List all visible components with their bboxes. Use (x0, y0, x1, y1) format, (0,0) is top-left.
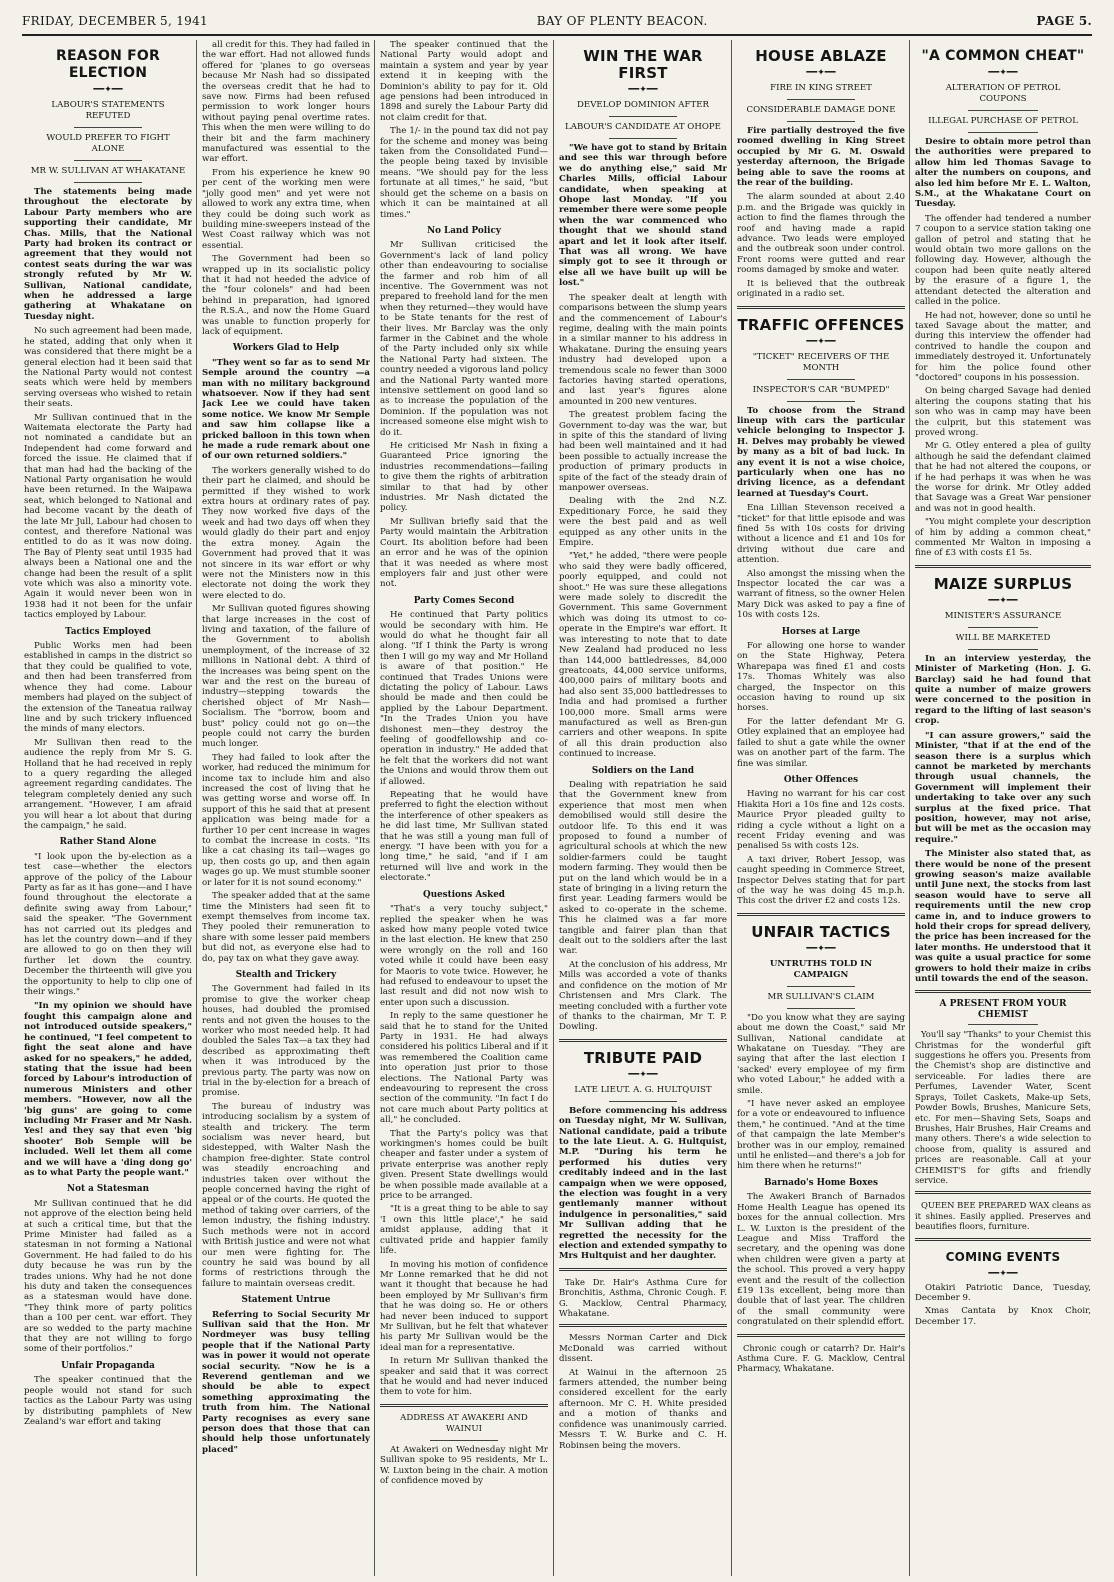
subhead: LABOUR'S CANDIDATE AT OHOPE (565, 122, 721, 132)
paragraph: In reply to the same questioner he said that he to stand for the United Party in 1931. He had always considered his politics Liberal and if it was remembered the Coalition came into operation just prior to those elections. The National Party was endeavouring to represent the cross section of the community. "In fact I do not care much about Party politics at all," he concluded. (380, 1011, 548, 1126)
paragraph: The bureau of industry was introducing socialism by a system of stealth and trickery. The term socialism was never heard, but sidestepped, with Walter Nash the champion free-dighter. State control was steadily encroaching and industries taken over without the people concerned having the right of appeal or of the courts. He quoted the method of taking over carriers, of the lemon industry, the fishing industry. Such methods were not in accord with British justice and were not what our men were fighting for. The country he said was bound by all forms of restrictions through the failure to maintain overseas credit. (202, 1101, 370, 1289)
divider (609, 116, 676, 117)
section-heading: Workers Glad to Help (232, 343, 340, 354)
divider (737, 306, 905, 309)
divider (559, 1324, 727, 1327)
section-heading: Barnado's Home Boxes (764, 1177, 878, 1188)
paragraph: The 1/- in the pound tax did not pay for the scheme and money was being taken from the Consolidated Fund—the people being taxed by invisible means. "We should pay for the less fortunate at all times," he said, "but should get the scheme on a basis on which it can be maintained at all times." (380, 126, 548, 220)
paragraph: A taxi driver, Robert Jessop, was caught speeding in Commerce Street, Inspector Delves stating that for part of the way he was doing 45 m.p.h. This cost the driver £2 and costs 12s. (737, 854, 905, 907)
paragraph: Public Works men had been established in camps in the district so that they could be qualified to vote, and then had been transferred from whence they had come. Labour members had played on the subject of the extension of the Taneatua railway line and by such trickery influenced the minds of many electors. (24, 641, 192, 735)
paragraph: From his experience he knew 90 per cent of the working men were "jolly good men" and yet were not allowed to work any extra time, when they could be doing such work as building mine-sweepers instead of the West Coast railway which was not essential. (202, 167, 370, 251)
subhead: ALTERATION OF PETROL COUPONS (945, 83, 1061, 104)
paragraph: At Wainui in the afternoon 25 farmers attended, the number being considered excellent for the early afternoon. Mr C. H. White presided and a motion of thanks and confidence was unanimously carried. Messrs T. W. Burke and C. H. Robinsen being the movers. (559, 1367, 727, 1451)
paragraph: "Do you know what they are saying about me down the Coast," said Mr Sullivan, National candidate at Whakatane on Tuesday. "They are saying that after the last election I 'sacked' every employee of my firm who voted Labour," he added with a smile. (737, 1012, 905, 1096)
divider (787, 1008, 854, 1009)
divider-icon: ━━✦━━ (988, 1268, 1018, 1279)
section-heading: Stealth and Trickery (235, 969, 337, 980)
paragraph: all credit for this. They had failed in the war effort. Had not allowed funds offered for 'planes to go overseas because Mr Nash had so dissipated the overseas credit that he had to save now. Firms had been refused permission to work longer hours without paying penal overtime rates. This when the men were willing to do their bit and the farm machinery manufactured was essential to the war effort. (202, 40, 370, 165)
paragraph: "That's a very touchy subject," replied the speaker when he was asked how many people voted twice in the last election. He knew that 250 were wrongly on the roll and 160 voted while it could have been easy for Maoris to vote twice. However, he had refused to endeavour to upset the last result and did not now wish to enter upon such a discussion. (380, 904, 548, 1008)
divider (559, 1268, 727, 1271)
lead-paragraph: Fire partially destroyed the five roomed dwelling in King Street occupied by Mr G. M. Oswald yesterday afternoon, the Brigade being able to save the rooms at the rear of the building. (737, 126, 905, 189)
divider (968, 627, 1038, 628)
paragraph: Also amongst the missing when the Inspector located the car was a warrant of fitness, so the owner Helen Mary Dick was asked to pay a fine of 10s with costs 12s. (737, 568, 905, 621)
lead-paragraph: The statements being made throughout the electorate by Labour Party members who are supporting their candidate, Mr Chas. Mills, that the National Party had broken its contract or agreement that they would not contest seats during the war was strongly refuted by Mr W. Sullivan, National candidate, when he addressed a large gathering at Whakatane on Tuesday night. (24, 187, 192, 322)
section-heading: No Land Policy (427, 225, 501, 236)
issue-date: FRIDAY, DECEMBER 5, 1941 (22, 14, 208, 28)
divider-icon: ━━✦━━ (806, 943, 836, 954)
section-heading: Soldiers on the Land (591, 765, 695, 776)
divider (968, 132, 1038, 133)
paragraph: The Awakeri Branch of Barnados Home Health League has opened its boxes for the annual collection. Mrs L. W. Luxton is the president of the League and Miss Trafford the secretary, and the opening was done when children were given a party at the school. This proved a very happy event and the result of the collection £19 13s excellent, being more than double that of last year. The children of the small community were congratulated on their splendid effort. (737, 1192, 905, 1328)
paragraph: For allowing one horse to wander on the State Highway, Petera Wharepapa was fined £1 and costs 17s. Thomas Whitely was also charged, the Inspector on this occasion having to round up six horses. (737, 641, 905, 714)
paragraph: Mr Sullivan continued that in the Waitemata electorate the Party had not nominated a candidate but an Independent had come forward and forced the issue. He claimed that if that man had had the backing of the National Party organisation he would have been returned. In the Waipawa seat, which belonged to National and had become vacant by the death of the late Mr Jull, Labour had chosen to contest, and therefore National was entitled to do as it was now doing. The Bay of Plenty seat until 1935 had always been a National one and the change had been the result of a split vote which was also a minority vote. Again it would never been won in 1938 had it not been for the unfair tactics employed by Labour. (24, 412, 192, 621)
masthead (22, 10, 1092, 32)
subhead: WILL BE MARKETED (955, 632, 1051, 643)
headline-tribute-paid: TRIBUTE PAID (583, 1048, 703, 1067)
page-number: PAGE 5. (1036, 14, 1092, 28)
divider (787, 121, 854, 122)
lead-paragraph: Desire to obtain more petrol than the authorities were prepared to allow him led Thomas Savage to alter the numbers on coupons, and also led him before Mr E. L. Walton, S.M., at the Whakatane Court on Tuesday. (915, 137, 1091, 210)
divider-icon: ━━✦━━ (806, 336, 836, 347)
paragraph: That the Party's policy was that workingmen's homes could be built cheaper and faster under a system of private enterprise was another reply given. Present State dwellings would be when possible made available at a price to be arranged. (380, 1128, 548, 1202)
column-2 (202, 40, 370, 1576)
divider (968, 649, 1038, 650)
paragraph: The workers generally wished to do their part he claimed, and should be permitted if they wished to work extra hours at ordinary rates of pay. They now worked five days of the week and had two days off when they would gladly do their part and enjoy the extra money. Again the Government had proved that it was not sincere in its war effort or why were not the Ministers now in this electorate not doing the work they were elected to do. (202, 465, 370, 601)
divider (915, 1191, 1091, 1194)
paragraph: "I have never asked an employee for a vote or endeavoured to influence them," he continued. "And at the time of that campaign the late Member's brother was in our employ, remained until he enlisted—and there's a job for him there when he returns!" (737, 1099, 905, 1172)
paragraph: For the latter defendant Mr G. Otley explained that an employee had failed to shut a gate while the owner was on another part of the farm. The fine was similar. (737, 716, 905, 769)
paragraph: "Yet," he added, "there were people who said they were badly officered, poorly equipped, and could not shoot." He was sure these allegations were made solely to discredit the Government. This same Government which was doing its utmost to co-operate in the Empire's war effort. It was interesting to note that to date New Zealand had produced no less than 144,000 battledresses, 84,000 greatcoats, 44,000 service uniforms, 400,000 pairs of military boots and had also sent 35,000 battledresses to India and had promised a further 100,000 more. Small arms were manufactured as well as Bren-gun carriers and other weapons. In spite of all this drain production also continued to increase. (559, 551, 727, 760)
masthead-rule (22, 34, 1092, 36)
headline-coming-events: COMING EVENTS (945, 1249, 1061, 1264)
paragraph: Mr Sullivan briefly said that the Party would maintain the Arbitration Court. Its abolition before had been an error and he was of the opinion that it was needed as where most employers fair and just other were not. (380, 516, 548, 590)
paragraph: Repeating that he would have preferred to fight the election without the interference of other speakers as he did last time, Mr Sullivan stated that he was still a young man full of energy. "I have been with you for a long time," he said, "and if I am returned will live and work in the electorate." (380, 790, 548, 884)
section-heading: Other Offences (783, 774, 859, 785)
section-heading: Statement Untrue (241, 1295, 331, 1306)
lead-paragraph: In an interview yesterday, the Minister of Marketing (Hon. J. G. Barclay) said he had found that quite a number of maize growers were concerned to the position in regard to the lifting of last season's crop. (915, 653, 1091, 727)
paragraph: He continued that Party politics would be secondary with him. He would do what he thought fair all along. "If I think the Party is wrong then I will go my way and Mr Holland is aware of that position." He continued that Trades Unions were dictating the policy of Labour. Laws should be made and then could be applied by the Labour Department. "In the Trades Union you have dishonest men—they destroy the feeling of goodfellowship and co-operation in industry." He added that he felt that the workers did not want the Unions and would throw them out if allowed. (380, 610, 548, 787)
divider (559, 1039, 727, 1042)
lead-paragraph: To choose from the Strand lineup with cars the particular vehicle belonging to Inspector J. H. Delves may probably be viewed by many as a bit of bad luck. In any event it is not a wise choice, particularly when one has no driving licence, as a defendant learned at Tuesday's Court. (737, 405, 905, 499)
headline-win-the-war-first: WIN THE WAR FIRST (583, 47, 703, 82)
paragraph: Mr G. Otley entered a plea of guilty although he said the defendant claimed that he had not altered the coupons, or if he had perhaps it was when he was the worse for drink. Mr Otley added that Savage was a Great War pensioner and was not in good health. (915, 441, 1091, 514)
subhead: MR SULLIVAN'S CLAIM (767, 991, 875, 1002)
paragraph: "I look upon the by-election as a test case—whether the electors approve of the policy of the Labour Party as far as it has gone—and I have found throughout the electorate a definite swing away from Labour," said the speaker. "The Government has not carried out its pledges and has let the country down—and if they are allowed to go on then they will further let down the country. December the thirteenth will give you the opportunity to help to clip one of their wings." (24, 851, 192, 998)
paper-name: BAY OF PLENTY BEACON. (536, 14, 708, 28)
divider (787, 986, 854, 987)
lead-paragraph: Before commencing his address on Tuesday night, Mr W. Sullivan, National candidate, paid a tribute to the late Lieut. A. G. Hultquist, M.P. "During his term he performed his duties very creditably indeed and in the last campaign when we were opposed, the election was fought in a very gentlemanly manner without indulgence in personalities," said Mr Sullivan adding that he regretted the necessity for the election and extended sympathy to Mrs Hultquist and her daughter. (559, 1105, 727, 1262)
paragraph: Mr Sullivan criticised the Government's lack of land policy other than endeavouring to socialise the farmer and rob him of all incentive. The Government was not prepared to freehold land for the men when they returned—they would have to be State tenants for the rest of their lives. Mr Barclay was the only farmer in the Cabinet and the whole of the Party included only six while the National Party had sixteen. The country needed a vigorous land policy and the National Party wanted more intensive settlement on good land so as to increase the population of the Dominion. If the population was not increased someone else might wish to do it. (380, 240, 548, 438)
divider (915, 565, 1091, 568)
divider (737, 913, 905, 916)
subhead: MR W. SULLIVAN AT WHAKATANE (30, 166, 186, 176)
subhead: INSPECTOR'S CAR "BUMPED" (752, 384, 890, 395)
lead-paragraph: "We have got to stand by Britain and see this war through before we do anything else," said Mr Charles Mills, official Labour candidate, when speaking at Ohope last Monday. "If you remember there were some people when the war commenced who thought that we should stand apart and let it look after itself. That was all wrong. We have simply got to see it through or else all we have built up will be lost." (559, 143, 727, 289)
paragraph: In return Mr Sullivan thanked the speaker and said that it was correct that he would and had never induced them to vote for him. (380, 1356, 548, 1398)
paragraph: Having no warrant for his car cost Hiakita Hori a 10s fine and 12s costs. Maurice Pryor pleaded guilty to riding a cycle without a light on a recent Friday evening and was penalised 5s with costs 12s. (737, 789, 905, 852)
bold-paragraph: "They went so far as to send Mr Semple around the country —a man with no military background whatsoever. Now if they had sent Jack Lee we could have taken some notice. We know Mr Semple and saw him collapse like a pricked balloon in this town when he made a rude remark about one of our own returned soldiers." (202, 357, 370, 462)
headline-maize-surplus: MAIZE SURPLUS (933, 574, 1073, 593)
subhead: ADDRESS AT AWAKERI AND WAINUI (400, 1412, 528, 1434)
divider (787, 379, 854, 380)
paragraph: Mr Sullivan quoted figures showing that large increases in the cost of living and taxation, of the failure of the Government to abolish unemployment, of the increase of 32 millions in National debt. A third of the increases was being spent on the war and the rest on the bureau of industry—stepping towards the cherished object of Mr Nash—Socialism. The "borrow, boom and bust" policy could not go on—the people could not carry the burden much longer. (202, 604, 370, 750)
headline-a-common-cheat: "A COMMON CHEAT" (921, 48, 1085, 64)
divider (915, 990, 1091, 993)
lead-paragraph: "I can assure growers," said the Minister, "that if at the end of the season there is a surplus which cannot be marketed by merchants through usual channels, the Government will implement their undertaking to take over any such surplus at the fixed price. That position, however, may not arise, but will be met as the occasion may require." (915, 730, 1091, 845)
paragraph: No such agreement had been made, he stated, adding that only when it was considered that there might be a general election had it been said that the National Party would not contest seats which were held by members serving overseas who wished to retain their seats. (24, 326, 192, 410)
paragraph: "It is a great thing to be able to say 'I own this little place'," he said amidst applause, adding that it cultivated pride and happier family life. (380, 1204, 548, 1257)
divider (968, 1024, 1038, 1025)
paragraph: The speaker dealt at length with comparisons between the slump years and the commencement of Labour's regime, dealing with the main points in a similar manner to his address in Whakatane. During the ensuing years industry had developed upon a tremendous scale no fewer than 3000 factories having started operations, and last year's figures alone amounted in 200 new ventures. (559, 292, 727, 407)
lead-paragraph: The Minister also stated that, as there would be none of the present growing season's maize available until June next, the stocks from last season would have to serve all requirements until the new crop came in, and to induce growers to hold their crops for spread delivery, the price has been increased for the later months. He understood that it was quite a usual practice for some growers to hold their maize in cribs until towards the end of the season. (915, 849, 1091, 985)
paragraph: On being charged Savage had denied altering the coupons stating that his son who was in camp may have been the culprit, but this statement was proved wrong. (915, 386, 1091, 438)
paragraph: Messrs Norman Carter and Dick McDonald was carried without dissent. (559, 1333, 727, 1365)
subhead: FIRE IN KING STREET (770, 83, 872, 93)
divider-icon: ━━✦━━ (628, 85, 658, 95)
column-3 (380, 40, 548, 1576)
divider-icon: ━━✦━━ (806, 68, 836, 78)
column-1 (24, 40, 192, 1576)
divider (609, 138, 676, 139)
subhead: LATE LIEUT. A. G. HULTQUIST (574, 1084, 712, 1095)
column-5 (737, 40, 905, 1576)
paragraph: The Government had failed in its promise to give the worker cheap houses, had doubled the promised rents and not given the houses to the worker who most needed help. It had doubled the Sales Tax—a tax they had described as approximating theft when it was introduced by the previous party. The party was now on trial in the by-election for a breach of promise. (202, 984, 370, 1099)
divider (787, 99, 854, 100)
section-heading: Party Comes Second (413, 595, 515, 606)
paragraph: The speaker continued that the people would not stand for such tactics as the Labour Party was using by distributing pamphlets of New Zealand's war effort and taking (24, 1375, 192, 1427)
divider (430, 1440, 497, 1441)
paragraph: At Awakeri on Wednesday night Mr Sullivan spoke to 95 residents, Mr L. W. Luxton being in the chair. A motion of confidence moved by (380, 1444, 548, 1486)
divider (74, 182, 141, 183)
subhead: UNTRUTHS TOLD IN CAMPAIGN (769, 958, 873, 980)
subhead: LABOUR'S STATEMENTS REFUTED (51, 100, 165, 121)
paragraph: The speaker continued that the National Party would adopt and maintain a system and year by year extend it in keeping with the Dominion's ability to pay for it. Old age pensions had been introduced in 1898 and surely the Labour Party did not claim credit for that. (380, 40, 548, 123)
paragraph: Dealing with repatriation he said that the Government knew from experience that most men when demobilised would still desire the outdoor life. To this end it was proposed to found a number of agricultural schools at which the new soldier-farmers could be taught modern farming. They would then be put on the land which would be in a state of bringing in a living return the first year. Leading farmers would be asked to co-operate in the scheme. This he claimed was a far more tangible and fairer plan than that dealt out to the soldiers after the last war. (559, 779, 727, 957)
advertisement: Chronic cough or catarrh? Dr. Hair's Asthma Cure. F. G. Macklow, Central Pharmacy, Whakatane. (737, 1342, 905, 1374)
paragraph: The Government had been so wrapped up in its socialistic policy that it had not heeded the advice of the "four colonels" and had been behind in preparation, had ignored the R.S.A., and now the Home Guard was unable to function properly for lack of equipment. (202, 254, 370, 337)
section-heading: Tactics Employed (65, 626, 151, 637)
paragraph: At the conclusion of his address, Mr Mills was accorded a vote of thanks and confidence on the motion of Mr Christensen and Mrs Clark. The meeting concluded with a further vote of thanks to the chairman, Mr T. P. Dowling. (559, 959, 727, 1033)
subhead: CONSIDERABLE DAMAGE DONE (746, 105, 896, 115)
subhead: WOULD PREFER TO FIGHT ALONE (46, 133, 170, 154)
section-heading: Horses at Large (781, 626, 861, 637)
column-6 (915, 40, 1091, 1576)
section-heading: Unfair Propaganda (61, 1360, 155, 1371)
event-item: Otakiri Patriotic Dance, Tuesday, December 9. (915, 1282, 1091, 1303)
paragraph: Mr Sullivan then read to the audience the reply from Mr S. G. Holland that he had received in reply to a query regarding the alleged agreement regarding candidates. The telegram completely denied any such arrangement. "However, I am afraid you will hear a lot about that during the campaign," he said. (24, 737, 192, 831)
headline-house-ablaze: HOUSE ABLAZE (755, 47, 887, 65)
headline-traffic-offences: TRAFFIC OFFENCES (737, 315, 905, 334)
headline-unfair-tactics: UNFAIR TACTICS (751, 922, 891, 941)
paragraph: The speaker added that at the same time the Ministers had seen fit to exempt themselves from income tax. They pooled their remuneration to share with some lesser paid members but did not, as everyone else had to do, pay tax on what they gave away. (202, 891, 370, 964)
section-heading: Rather Stand Alone (59, 837, 157, 848)
subhead: "TICKET" RECEIVERS OF THE MONTH (752, 351, 890, 373)
paragraph: It is believed that the outbreak originated in a radio set. (737, 278, 905, 300)
divider (609, 1101, 676, 1102)
event-item: Xmas Cantata by Knox Choir, December 17. (915, 1306, 1091, 1327)
advertisement: QUEEN BEE PREPARED WAX cleans as it shines. Easily applied. Preserves and beautifies floors, furniture. (915, 1200, 1091, 1232)
paragraph: They had failed to look after the worker, had reduced the minimum for income tax to include him and also increased the cost of living that he was getting worse and worse off. In support of this he said that at present application was being made for a further 10 per cent increase in wages to combat the increase in costs. "Its like a cat chasing its tail—wages go up, then costs go up, and then again wages go up. We must stumble sooner or later for it is not sound economy." (202, 752, 370, 888)
subhead: DEVELOP DOMINION AFTER (577, 100, 709, 110)
divider-icon: ━━✦━━ (988, 68, 1018, 78)
divider (74, 127, 141, 128)
divider-icon: ━━✦━━ (988, 595, 1018, 606)
paragraph: Mr Sullivan continued that he did not approve of the election being held at such a critical time, but that the Prime Minister had failed as a statesman in not forming a National Government. He had failed to do his duty because he was run by the trades unions. Why had he not done his duty and taken the consequences as a statesman would have done. "They think more of party politics than a 100 per cent. war effort. They are so wedded to the party machine that they are not willing to forgo some of their portfolios." (24, 1198, 192, 1355)
advertisement: Take Dr. Hair's Asthma Cure for Bronchitis, Asthma, Chronic Cough. F. G. Macklow, Central Pharmacy, Whakatane. (559, 1276, 727, 1319)
section-heading: Not a Statesman (67, 1184, 149, 1195)
paragraph: He criticised Mr Nash in fixing a Guaranteed Price ignoring the industries recommendations—failing to give them the rights of arbitration similar to that had by other industries. Mr Nash dictated the policy. (380, 441, 548, 514)
column-4 (559, 40, 727, 1576)
divider-icon: ━━✦━━ (93, 85, 123, 95)
bold-paragraph: "In my opinion we should have fought this campaign alone and not introduced outside speakers," he continued, "I feel competent to fight the seat alone and have asked for no speakers," he added, stating that the issue had been forced by Labour's introduction of numerous Ministers and other members. "However, now all the 'big guns' are going to come including Mr Fraser and Mr Nash. Yes! and they say that even 'big shooter' Bob Semple will be included. Well let them all come and we will have a 'ding dong go' as to what Party the people want." (24, 1001, 192, 1178)
divider-icon: ━━✦━━ (628, 1069, 658, 1080)
headline-reason-for-election: REASON FOR ELECTION (56, 48, 160, 81)
subhead: ILLEGAL PURCHASE OF PETROL (928, 116, 1078, 126)
divider (915, 1238, 1091, 1241)
divider (968, 110, 1038, 111)
divider (737, 1334, 905, 1337)
paragraph: The alarm sounded at about 2.40 p.m. and the Brigade was quickly in action to find the flames through the roof and having made a rapid advance. Two leads were employed and the outbreak soon under control. Front rooms were gutted and rear rooms damaged by smoke and water. (737, 192, 905, 276)
paragraph: He had not, however, done so until he taxed Savage about the matter, and during this interview the offender had contrived to handle the coupon and immediately destroyed it. Unfortunately for him the police found other "doctored" coupons in his possession. (915, 310, 1091, 383)
paragraph: "You might complete your description of him by adding a common cheat," commented Mr Walton in imposing a fine of £3 with costs £1 5s. (915, 517, 1091, 559)
paragraph: The offender had tendered a number 7 coupon to a service station taking one gallon of petrol and stating that he would obtain two more gallons on the following day. However, although the coupon had been quite neatly altered by the erasure of a figure 1, the attendant detected the alteration and called in the police. (915, 213, 1091, 308)
advertisement-heading: A PRESENT FROM YOUR CHEMIST (939, 999, 1067, 1020)
section-heading: Questions Asked (423, 889, 505, 900)
paragraph: Ena Lillian Stevenson received a "ticket" for that little episode and was fined 5s with 10s costs for driving without a licence and £1 and 10s for driving without due care and attention. (737, 503, 905, 566)
divider (787, 401, 854, 402)
paragraph: Dealing with the 2nd N.Z. Expeditionary Force, he said they were the best paid and as well equipped as any other units in the Empire. (559, 496, 727, 549)
divider (74, 160, 141, 161)
paragraph: In moving his motion of confidence Mr Lonne remarked that he did not want it thought that because he had been employed by Mr Sullivan's firm that he was doing so. He or others had never been induced to support Mr Sullivan, but he felt that whatever his party Mr Sullivan would be the ideal man for a representative. (380, 1259, 548, 1353)
subhead: MINISTER'S ASSURANCE (944, 610, 1062, 621)
paragraph: The greatest problem facing the Government to-day was the war, but in spite of this the standard of living had been well maintained and it had been possible to actually increase the production of primary products in spite of the fact of the steady drain of manpower overseas. (559, 410, 727, 493)
divider (380, 1404, 548, 1407)
advertisement: You'll say "Thanks" to your Chemist this Christmas for the wonderful gift suggestions he offers you. Presents from the Chemist's shop are distinctive and serviceable. For ladies there are Perfumes, Lavender Water, Scent Sprays, Toilet Caskets, Make-up Sets, Powder Bowls, Brushes, Manicure Sets, etc. For men—Shaving Sets, Soaps and Brushes, Hair Brushes, Hair Creams and many others. There's a wide selection to choose from, quality is assured and prices are reasonable. Call at your CHEMIST'S for gifts and friendly service. (915, 1029, 1091, 1185)
bold-paragraph: Referring to Social Security Mr Sullivan said that the Hon. Mr Nordmeyer was busy telling people that if the National Party was in power it would not operate social security. "Now he is a Reverend gentleman and we should be able to expect something approximating the truth from him. The National Party recognises as every sane person does that those that can should help those unfortunately placed" (202, 1309, 370, 1455)
